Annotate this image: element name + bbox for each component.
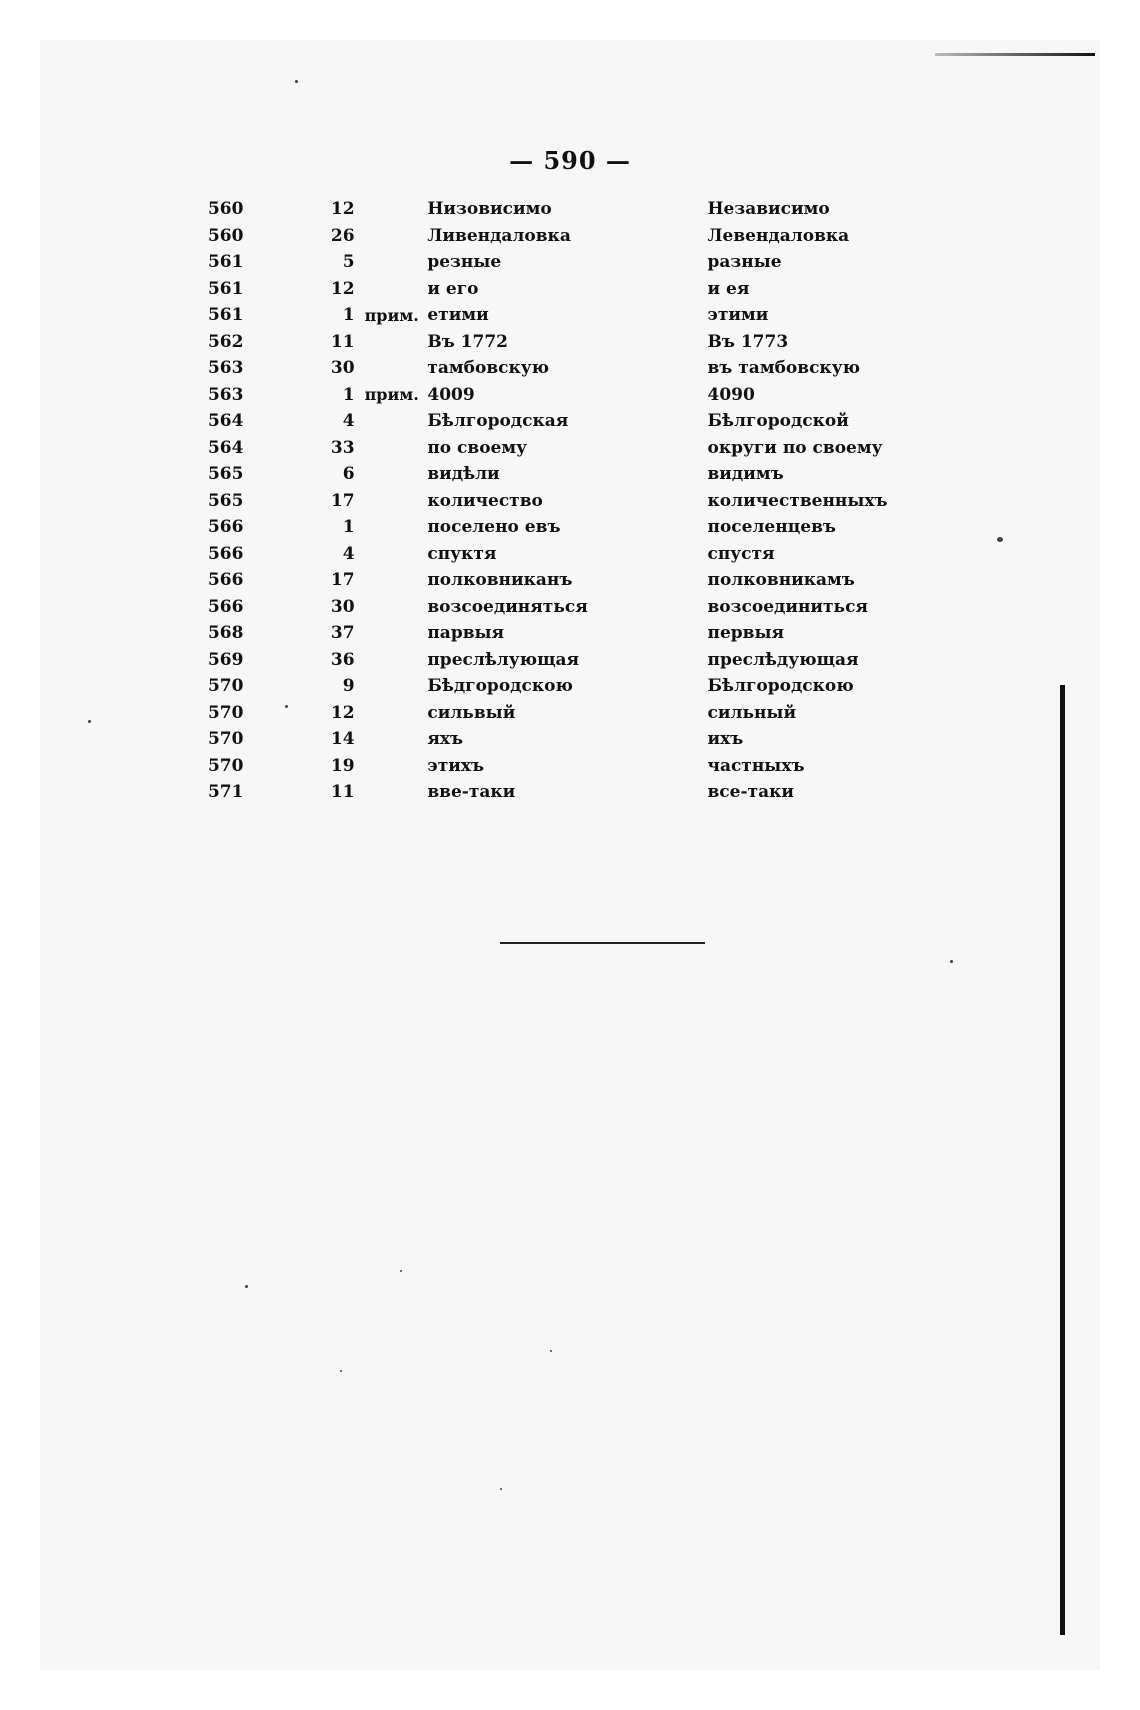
- errata-correction: Независимо: [707, 199, 830, 220]
- errata-page-number: 561: [207, 305, 244, 326]
- errata-misprint: преслѣлующая: [427, 649, 580, 670]
- errata-page-number: 566: [207, 517, 244, 538]
- errata-row: [200, 435, 920, 462]
- errata-misprint: Низовисимо: [427, 199, 552, 220]
- errata-note: прим.: [364, 305, 419, 325]
- errata-correction: сильный: [707, 702, 797, 723]
- errata-row: [200, 620, 920, 647]
- errata-misprint: резные: [427, 252, 502, 273]
- errata-row: [200, 673, 920, 700]
- errata-misprint: видѣли: [427, 464, 500, 485]
- errata-row: [200, 408, 920, 435]
- errata-line-number: 4: [342, 543, 355, 564]
- errata-row: [200, 223, 920, 250]
- errata-page-number: 564: [207, 411, 244, 432]
- errata-correction: частныхъ: [707, 755, 805, 776]
- errata-page-number: 560: [207, 225, 244, 246]
- errata-row: [200, 726, 920, 753]
- scan-speck: [340, 1370, 342, 1372]
- scan-speck: [997, 537, 1003, 542]
- errata-line-number: 33: [330, 437, 355, 458]
- errata-misprint: этихъ: [427, 755, 485, 776]
- scan-speck: [295, 80, 298, 83]
- errata-line-number: 17: [330, 490, 355, 511]
- errata-misprint: поселено евъ: [427, 517, 561, 538]
- errata-line-number: 5: [342, 252, 355, 273]
- errata-misprint: Бѣлгородская: [427, 411, 569, 432]
- errata-row: [200, 514, 920, 541]
- errata-page-number: 570: [207, 755, 244, 776]
- errata-line-number: 11: [330, 331, 355, 352]
- errata-row: [200, 196, 920, 223]
- errata-row: [200, 276, 920, 303]
- errata-row: [200, 302, 920, 329]
- errata-correction: округи по своему: [707, 437, 883, 458]
- errata-correction: поселенцевъ: [707, 517, 836, 538]
- errata-page-number: 570: [207, 729, 244, 750]
- errata-row: [200, 329, 920, 356]
- errata-misprint: по своему: [427, 437, 528, 458]
- errata-row: [200, 594, 920, 621]
- scan-speck: [950, 960, 953, 963]
- errata-correction: преслѣдующая: [707, 649, 859, 670]
- errata-misprint: полковниканъ: [427, 570, 573, 591]
- errata-correction: Бѣлгородской: [707, 411, 849, 432]
- errata-misprint: вве-таки: [427, 782, 516, 803]
- errata-page-number: 561: [207, 252, 244, 273]
- errata-row: [200, 249, 920, 276]
- scan-speck: [400, 1270, 402, 1272]
- page-number: — 590 —: [509, 146, 631, 175]
- separator-rule: [500, 942, 705, 944]
- errata-line-number: 9: [342, 676, 355, 697]
- scan-artifact-top-mark: [935, 53, 1095, 56]
- errata-line-number: 1: [342, 305, 355, 326]
- errata-line-number: 17: [330, 570, 355, 591]
- scan-artifact-edge-line: [1060, 685, 1065, 1635]
- errata-note: прим.: [364, 385, 419, 405]
- errata-line-number: 19: [330, 755, 355, 776]
- errata-page-number: 565: [207, 464, 244, 485]
- errata-line-number: 1: [342, 384, 355, 405]
- errata-row: [200, 382, 920, 409]
- errata-page-number: 562: [207, 331, 244, 352]
- errata-page-number: 570: [207, 676, 244, 697]
- errata-page-number: 568: [207, 623, 244, 644]
- errata-misprint: Въ 1772: [427, 331, 509, 352]
- errata-page-number: 566: [207, 570, 244, 591]
- errata-correction: и ея: [707, 278, 750, 299]
- errata-correction: въ тамбовскую: [707, 358, 861, 379]
- errata-line-number: 37: [330, 623, 355, 644]
- errata-row: [200, 461, 920, 488]
- scan-speck: [245, 1285, 248, 1288]
- errata-page-number: 564: [207, 437, 244, 458]
- errata-page-number: 563: [207, 358, 244, 379]
- errata-page-number: 570: [207, 702, 244, 723]
- errata-row: [200, 647, 920, 674]
- errata-row: [200, 488, 920, 515]
- errata-misprint: спуктя: [427, 543, 497, 564]
- errata-page-number: 560: [207, 199, 244, 220]
- errata-correction: Бѣлгородскою: [707, 676, 854, 697]
- errata-correction: количественныхъ: [707, 490, 888, 511]
- errata-line-number: 6: [342, 464, 355, 485]
- errata-misprint: сильвый: [427, 702, 516, 723]
- errata-misprint: количество: [427, 490, 543, 511]
- errata-line-number: 14: [330, 729, 355, 750]
- errata-misprint: етими: [427, 305, 489, 326]
- scan-speck: [285, 705, 288, 708]
- errata-table: [200, 196, 920, 806]
- errata-correction: возсоединиться: [707, 596, 868, 617]
- errata-correction: все-таки: [707, 782, 794, 803]
- errata-misprint: Ливендаловка: [427, 225, 571, 246]
- errata-misprint: 4009: [427, 384, 475, 405]
- errata-line-number: 12: [330, 702, 355, 723]
- errata-page-number: 561: [207, 278, 244, 299]
- errata-correction: Въ 1773: [707, 331, 789, 352]
- errata-correction: спустя: [707, 543, 775, 564]
- errata-line-number: 30: [330, 596, 355, 617]
- errata-page-number: 565: [207, 490, 244, 511]
- errata-correction: первыя: [707, 623, 785, 644]
- errata-page-number: 569: [207, 649, 244, 670]
- errata-page-number: 566: [207, 596, 244, 617]
- errata-row: [200, 541, 920, 568]
- errata-correction: этими: [707, 305, 769, 326]
- errata-line-number: 30: [330, 358, 355, 379]
- errata-line-number: 36: [330, 649, 355, 670]
- errata-row: [200, 753, 920, 780]
- errata-page-number: 566: [207, 543, 244, 564]
- errata-row: [200, 779, 920, 806]
- errata-line-number: 4: [342, 411, 355, 432]
- errata-row: [200, 567, 920, 594]
- errata-page-number: 563: [207, 384, 244, 405]
- errata-misprint: яхъ: [427, 729, 464, 750]
- errata-correction: ихъ: [707, 729, 744, 750]
- errata-page-number: 571: [207, 782, 244, 803]
- scan-speck: [88, 720, 91, 723]
- errata-misprint: тамбовскую: [427, 358, 550, 379]
- errata-correction: Левендаловка: [707, 225, 850, 246]
- scan-speck: [500, 1488, 502, 1490]
- scan-speck: [550, 1350, 552, 1352]
- errata-correction: полковникамъ: [707, 570, 855, 591]
- errata-misprint: возсоединяться: [427, 596, 588, 617]
- errata-line-number: 11: [330, 782, 355, 803]
- errata-correction: разные: [707, 252, 782, 273]
- errata-line-number: 1: [342, 517, 355, 538]
- errata-misprint: и его: [427, 278, 479, 299]
- errata-line-number: 12: [330, 278, 355, 299]
- errata-line-number: 12: [330, 199, 355, 220]
- errata-line-number: 26: [330, 225, 355, 246]
- errata-correction: видимъ: [707, 464, 784, 485]
- errata-misprint: Бѣдгородскою: [427, 676, 573, 697]
- errata-misprint: парвыя: [427, 623, 505, 644]
- errata-correction: 4090: [707, 384, 755, 405]
- errata-row: [200, 355, 920, 382]
- errata-row: [200, 700, 920, 727]
